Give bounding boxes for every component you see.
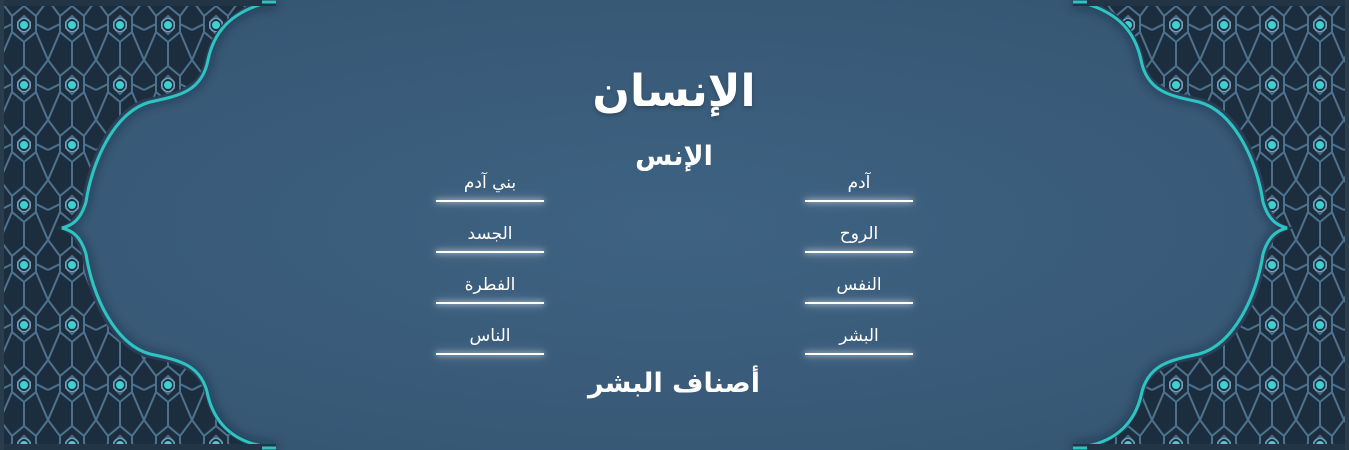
subtitle: الإنس xyxy=(635,141,713,172)
footer-title: أصناف البشر xyxy=(588,368,760,399)
term-right-2: الروح xyxy=(805,219,913,251)
term-right-1: آدم xyxy=(805,168,913,200)
main-title: الإنسان xyxy=(592,66,756,117)
term-left-1: بني آدم xyxy=(436,168,544,200)
term-left-4: الناس xyxy=(436,321,544,353)
term-right-3: النفس xyxy=(805,270,913,302)
term-right-4: البشر xyxy=(805,321,913,353)
right-arabesque-panel xyxy=(1069,0,1349,450)
term-left-2: الجسد xyxy=(436,219,544,251)
term-left-3: الفطرة xyxy=(436,270,544,302)
left-arabesque-panel xyxy=(0,0,280,450)
